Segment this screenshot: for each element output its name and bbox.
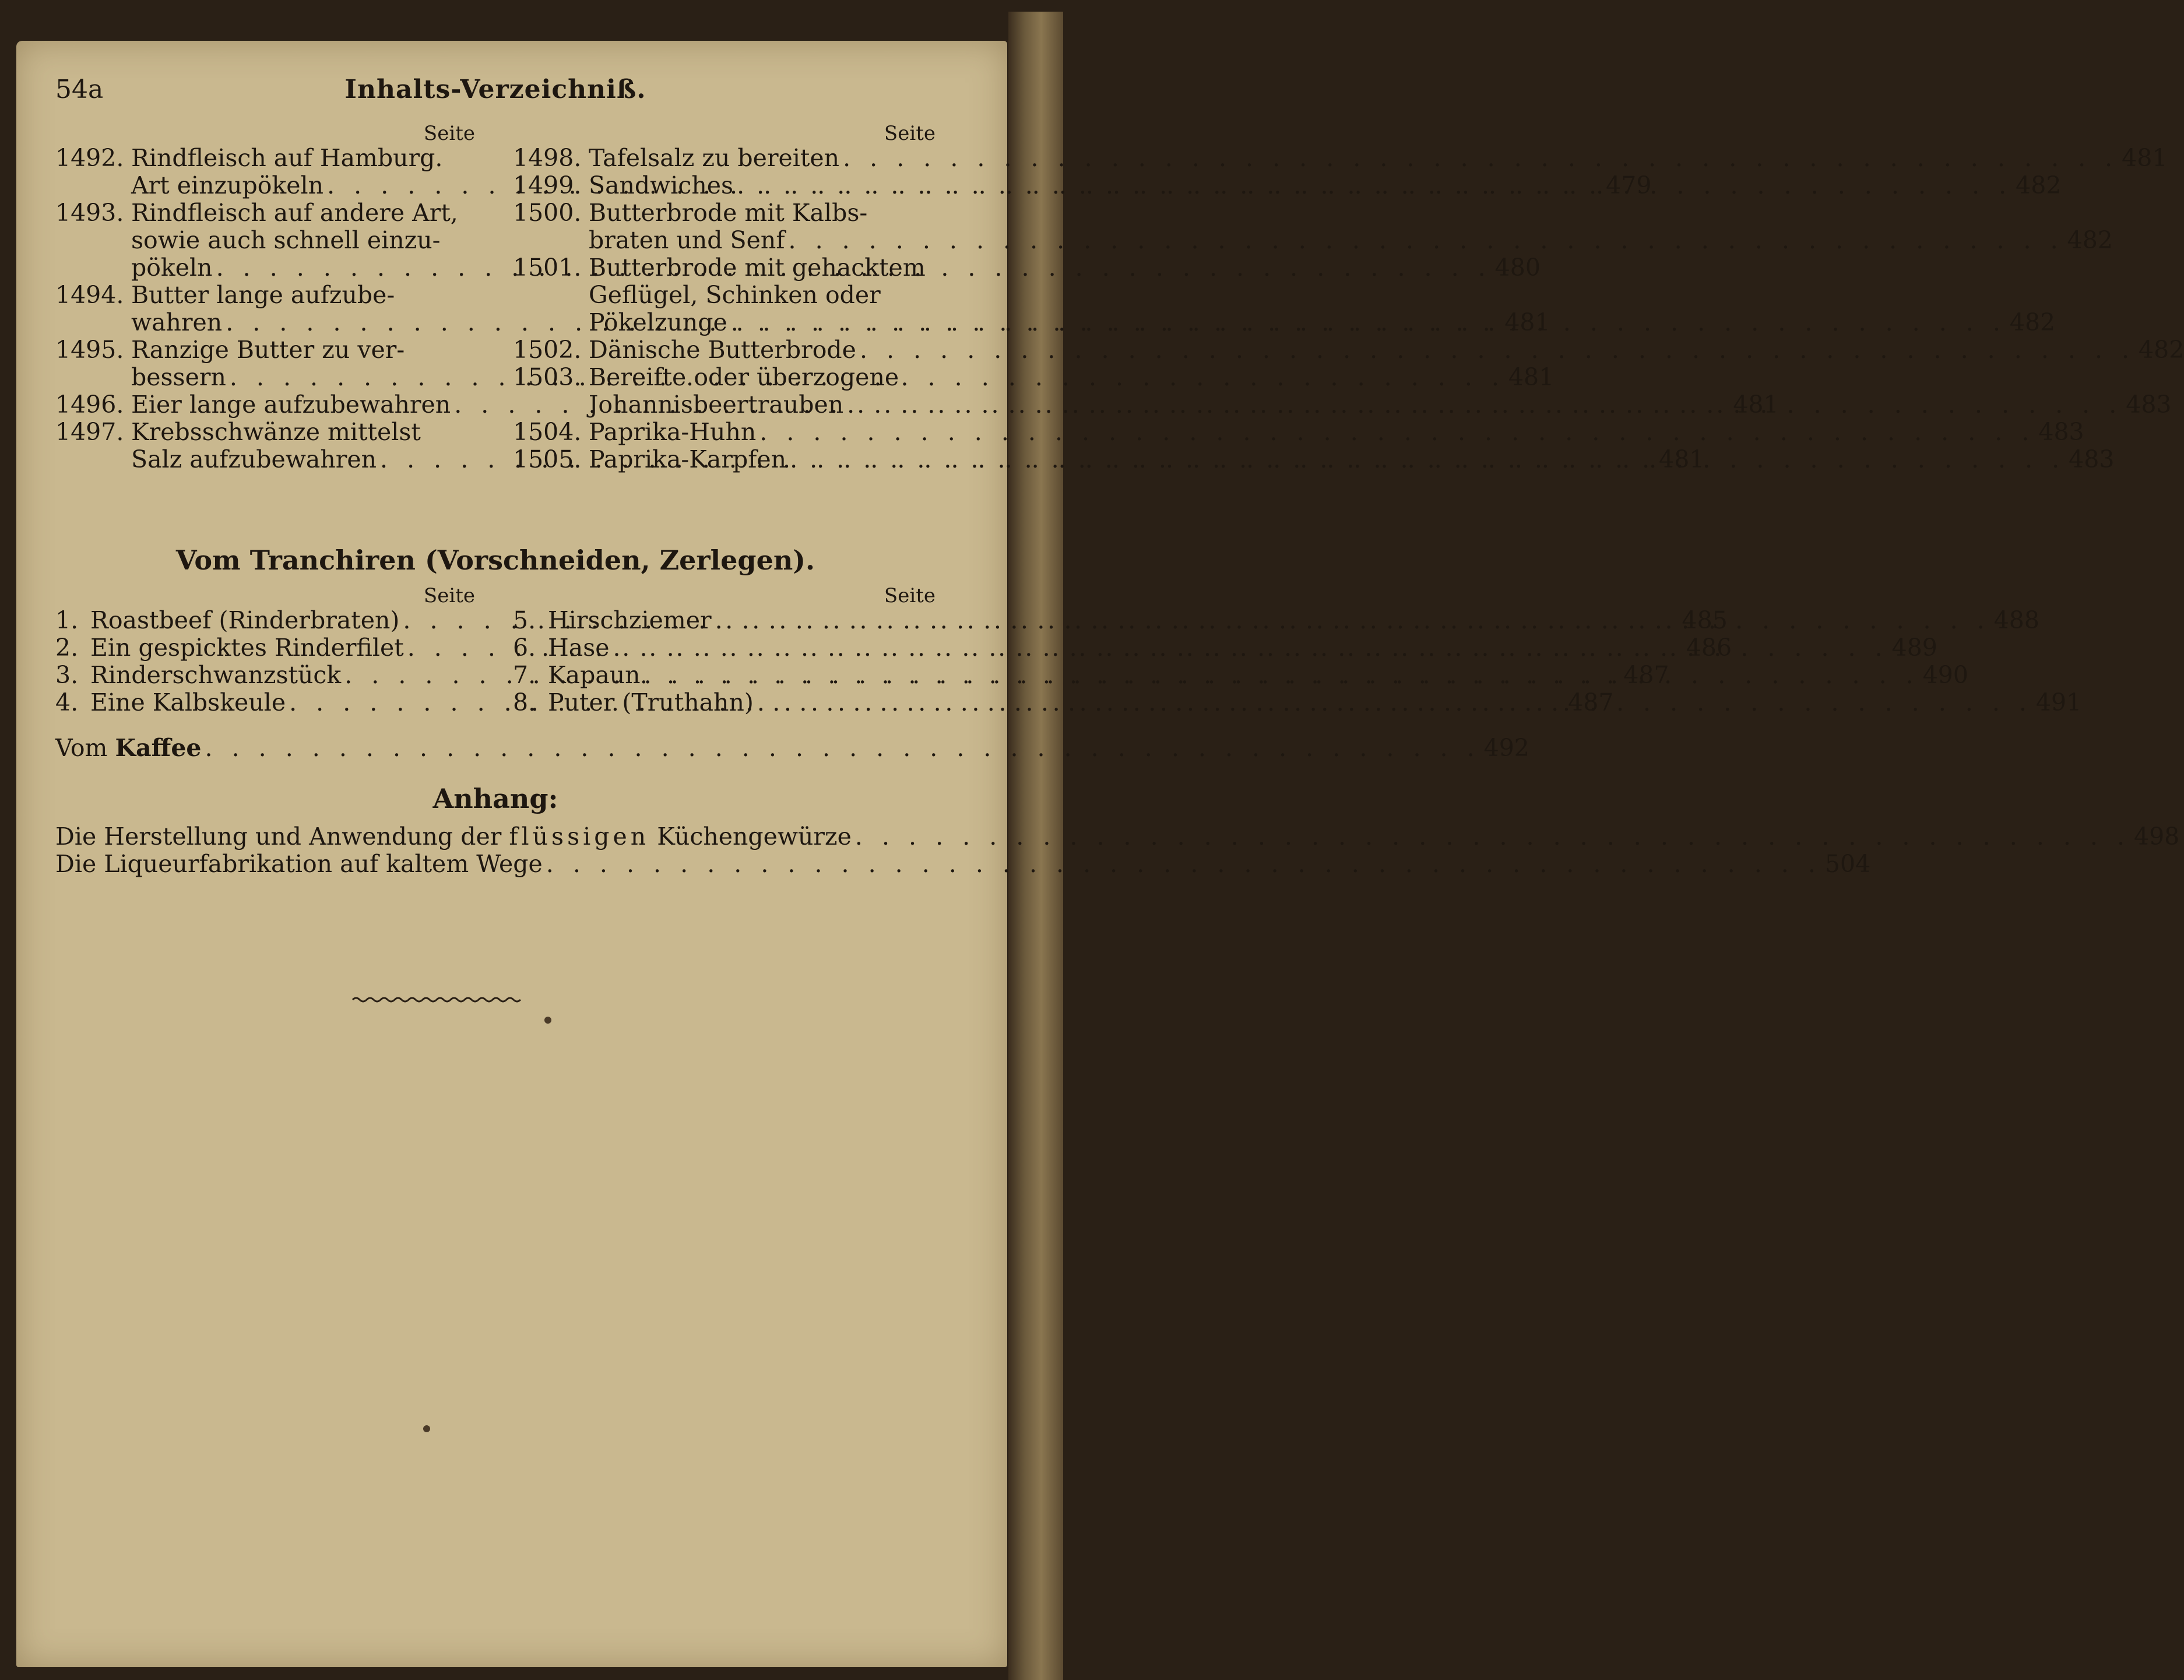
entry-body <box>548 662 1968 689</box>
entry-text: braten und Senf <box>589 226 785 254</box>
entry-body <box>589 172 2061 199</box>
entry-line <box>589 364 2172 391</box>
seite-header: Seite <box>423 584 475 607</box>
entry-line <box>589 145 2167 172</box>
entry-number: 1. <box>55 606 79 634</box>
seite-header: Seite <box>884 122 936 145</box>
page-ref: 482 <box>2067 226 2113 254</box>
entry-body <box>548 607 2039 634</box>
entry-number: 7. <box>513 661 536 689</box>
entry-body <box>589 199 2113 254</box>
entry-text: Salz aufzubewahren <box>131 445 377 473</box>
entry-line <box>589 199 2113 227</box>
kaffee-prefix: Vom <box>55 734 108 762</box>
entry-text: Eier lange aufzubewahren <box>131 391 451 419</box>
entry-text: Hase <box>548 634 610 662</box>
entry-body <box>589 336 2184 364</box>
page-ref: 481 <box>1508 363 1555 391</box>
running-title: Inhalts-Verzeichniß. <box>344 75 646 104</box>
leader-dots <box>712 607 1994 634</box>
ink-speck <box>544 1017 551 1024</box>
entry-line <box>589 391 2172 419</box>
entry-text: Paprika-Huhn <box>589 418 757 446</box>
toc-entry-appendix <box>55 850 1871 878</box>
page-ref: 483 <box>2126 391 2172 419</box>
entry-text: Butterbrode mit Kalbs- <box>589 199 868 227</box>
entry-number: 1495. <box>55 336 124 364</box>
toc-entry-kaffee <box>55 734 1529 762</box>
entry-text: Butter lange aufzube- <box>131 281 395 309</box>
page-ref: 481 <box>1504 308 1550 336</box>
entry-number: 1501. <box>513 254 582 282</box>
entry-body <box>589 145 2167 172</box>
section-title-tranchiren: Vom Tranchiren (Vorschneiden, Zerlegen). <box>175 544 815 576</box>
entry-number: 1494. <box>55 281 124 309</box>
page-ref: 482 <box>2016 171 2062 199</box>
entry-text: Johannisbeertrauben <box>589 391 844 419</box>
page-ref: 491 <box>2035 688 2082 716</box>
entry-number: 1502. <box>513 336 582 364</box>
page-ref: 483 <box>2069 445 2115 473</box>
leader-dots <box>727 309 2010 336</box>
ink-speck <box>423 1425 430 1432</box>
entry-line <box>589 282 2055 309</box>
entry-text: Paprika-Karpfen <box>589 445 787 473</box>
page-ref: 483 <box>2038 418 2084 446</box>
entry-body <box>589 419 2084 446</box>
page-ref: 492 <box>1483 734 1529 762</box>
page-ref: 481 <box>2122 144 2168 172</box>
page-ref: 488 <box>1993 606 2039 634</box>
entry-text: Dänische Butterbrode <box>589 336 856 364</box>
page-ref: 504 <box>1824 850 1871 878</box>
entry-text: Sandwiches <box>589 171 734 199</box>
page-header <box>55 76 936 122</box>
page-ref: 482 <box>2139 336 2184 364</box>
entry-body <box>589 446 2114 473</box>
entry-number: 5. <box>513 606 536 634</box>
entry-number: 1499. <box>513 171 582 199</box>
page-content <box>55 75 2184 878</box>
entry-text: Butterbrode mit gehacktem <box>589 254 926 282</box>
kaffee-title: Kaffee <box>115 734 202 762</box>
toc-section-1 <box>55 122 2184 530</box>
entry-text: Krebsschwänze mittelst <box>131 418 421 446</box>
entry-text: Tafelsalz zu bereiten <box>589 144 840 172</box>
leader-dots <box>543 850 1825 878</box>
page-ref: 480 <box>1494 254 1541 282</box>
entry-line <box>589 254 2055 282</box>
seite-header: Seite <box>423 122 475 145</box>
toc-entry <box>513 199 2113 254</box>
leader-dots <box>202 734 1484 762</box>
entry-text: Ranzige Butter zu ver- <box>131 336 405 364</box>
entry-number: 4. <box>55 688 79 716</box>
entry-line <box>589 309 2055 336</box>
appendix-entry-text: Die Herstellung und Anwendung der <box>55 823 502 850</box>
entry-body <box>589 364 2172 419</box>
entry-number: 1493. <box>55 199 124 227</box>
entry-line <box>548 662 1968 689</box>
toc-entry-appendix <box>55 823 2180 850</box>
appendix-entry-text-end: Küchengewürze <box>657 823 852 850</box>
entry-number: 1497. <box>55 418 124 446</box>
page-number: 54a <box>55 75 104 104</box>
ornamental-rule <box>353 994 522 1006</box>
appendix-title: Anhang: <box>432 783 558 814</box>
entry-text: Rindfleisch auf andere Art, <box>131 199 458 227</box>
entry-number: 1503. <box>513 363 582 391</box>
entry-text: Rindfleisch auf Hamburg. <box>131 144 443 172</box>
entry-number: 1505. <box>513 445 582 473</box>
leader-dots <box>839 145 2122 172</box>
entry-number: 2. <box>55 634 79 662</box>
entry-line <box>548 689 2081 716</box>
entry-number: 1492. <box>55 144 124 172</box>
toc-entry <box>513 336 2184 364</box>
leader-dots <box>610 634 1892 662</box>
page-ref: 485 <box>1682 606 1728 634</box>
toc-section-2 <box>55 584 2082 727</box>
page-ref: 487 <box>1623 661 1669 689</box>
entry-text: Kapaun <box>548 661 641 689</box>
entry-line <box>548 607 2039 634</box>
leader-dots <box>733 172 2016 199</box>
page-ref: 481 <box>1733 391 1779 419</box>
entry-body <box>589 254 2055 336</box>
page-ref: 481 <box>1659 445 1705 473</box>
leader-dots <box>843 391 2126 419</box>
entry-text: Geflügel, Schinken oder <box>589 281 881 309</box>
entry-number: 3. <box>55 661 79 689</box>
entry-line <box>548 634 1937 662</box>
entry-line <box>589 172 2061 199</box>
page-ref: 490 <box>1922 661 1968 689</box>
entry-text: Roastbeef (Rinderbraten) <box>90 606 400 634</box>
leader-dots <box>756 419 2038 446</box>
leader-dots <box>641 662 1923 689</box>
page-ref: 487 <box>1568 688 1614 716</box>
leader-dots <box>852 823 2134 850</box>
entry-text: Eine Kalbskeule <box>90 688 286 716</box>
entry-number: 1500. <box>513 199 582 227</box>
leader-dots <box>754 689 2036 716</box>
entry-number: 1496. <box>55 391 124 419</box>
seite-header: Seite <box>884 584 936 607</box>
entry-number: 1504. <box>513 418 582 446</box>
appendix-entry-spaced: flüssigen <box>509 823 650 850</box>
entry-number: 1498. <box>513 144 582 172</box>
leader-dots <box>856 336 2139 364</box>
toc-entry <box>513 144 2168 172</box>
entry-text: Hirschziemer <box>548 606 712 634</box>
entry-text: sowie auch schnell einzu- <box>131 226 441 254</box>
page-ref: 479 <box>1606 171 1652 199</box>
entry-text: Art einzupökeln <box>131 171 324 199</box>
leader-dots <box>786 446 2069 473</box>
entry-text: bessern <box>131 363 226 391</box>
leader-dots <box>785 227 2067 254</box>
entry-text: pökeln <box>131 254 213 282</box>
entry-text: Puter (Truthahn) <box>548 688 754 716</box>
entry-body <box>548 689 2081 716</box>
page-ref: 489 <box>1891 634 1937 662</box>
entry-text: Pökelzunge <box>589 308 727 336</box>
toc-entry <box>513 418 2084 446</box>
entry-number: 6. <box>513 634 536 662</box>
entry-text: Rinderschwanzstück <box>90 661 342 689</box>
entry-text: Bereifte oder überzogene <box>589 363 899 391</box>
page-ref: 486 <box>1686 634 1732 662</box>
entry-line <box>589 419 2084 446</box>
page-ref: 482 <box>2009 308 2056 336</box>
entry-text: Ein gespicktes Rinderfilet <box>90 634 404 662</box>
entry-text: wahren <box>131 308 223 336</box>
appendix-entry-text: Die Liqueurfabrikation auf kaltem Wege <box>55 850 543 878</box>
entry-number: 8. <box>513 688 536 716</box>
entry-line <box>589 336 2184 364</box>
entry-line <box>589 446 2114 473</box>
entry-body <box>548 634 1937 662</box>
page-ref: 498 <box>2133 823 2180 850</box>
entry-line <box>589 227 2113 254</box>
